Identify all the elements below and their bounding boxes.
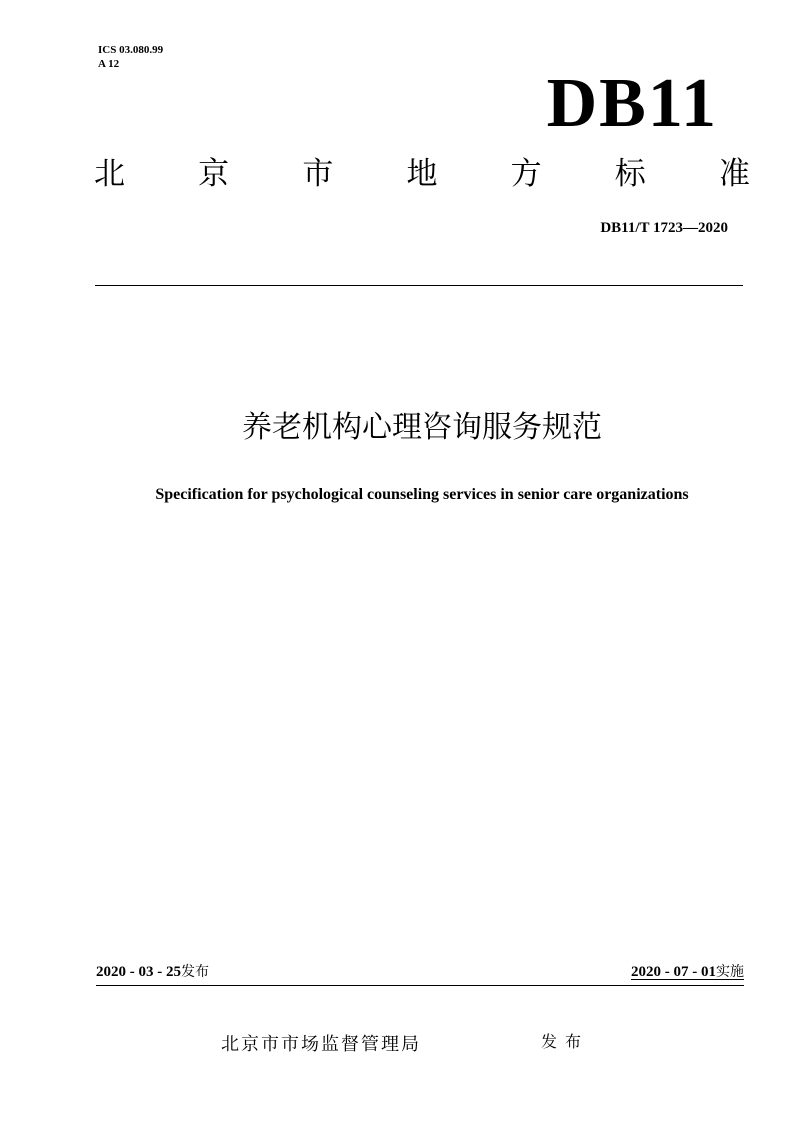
standard-mark: DB11 (546, 65, 718, 142)
classification-codes (98, 43, 163, 71)
standard-type-heading (94, 152, 750, 196)
publish-date: 2020 - 03 - 25 (96, 964, 181, 980)
standard-type-char: 准 (718, 156, 750, 192)
publish-date-label: 发布 (181, 964, 209, 980)
standard-type-char: 市 (302, 156, 334, 192)
footer-divider (96, 985, 744, 986)
implement-date: 2020 - 07 - 01 (631, 964, 716, 980)
header-divider (95, 285, 743, 286)
ics-code: ICS 03.080.99 (98, 44, 164, 56)
implement-date-label: 实施 (716, 964, 744, 980)
standard-type-char: 标 (614, 156, 646, 192)
implement-date-group (631, 960, 744, 984)
document-title-en: Specification for psychological counseling services in senior care organizations (155, 486, 689, 503)
ccs-code: A 12 (98, 58, 120, 70)
date-row (96, 960, 744, 984)
standard-number: DB11/T 1723—2020 (600, 220, 728, 236)
standard-type-char: 地 (406, 156, 438, 192)
issuing-authority: 北京市市场监督管理局 (221, 1034, 421, 1055)
standard-type-char: 京 (198, 156, 230, 192)
standard-type-char: 北 (94, 156, 125, 192)
publish-date-group (96, 960, 209, 984)
standard-type-char: 方 (510, 156, 542, 192)
issue-label: 发布 (541, 1032, 590, 1051)
document-title-zh: 养老机构心理咨询服务规范 (242, 410, 602, 445)
